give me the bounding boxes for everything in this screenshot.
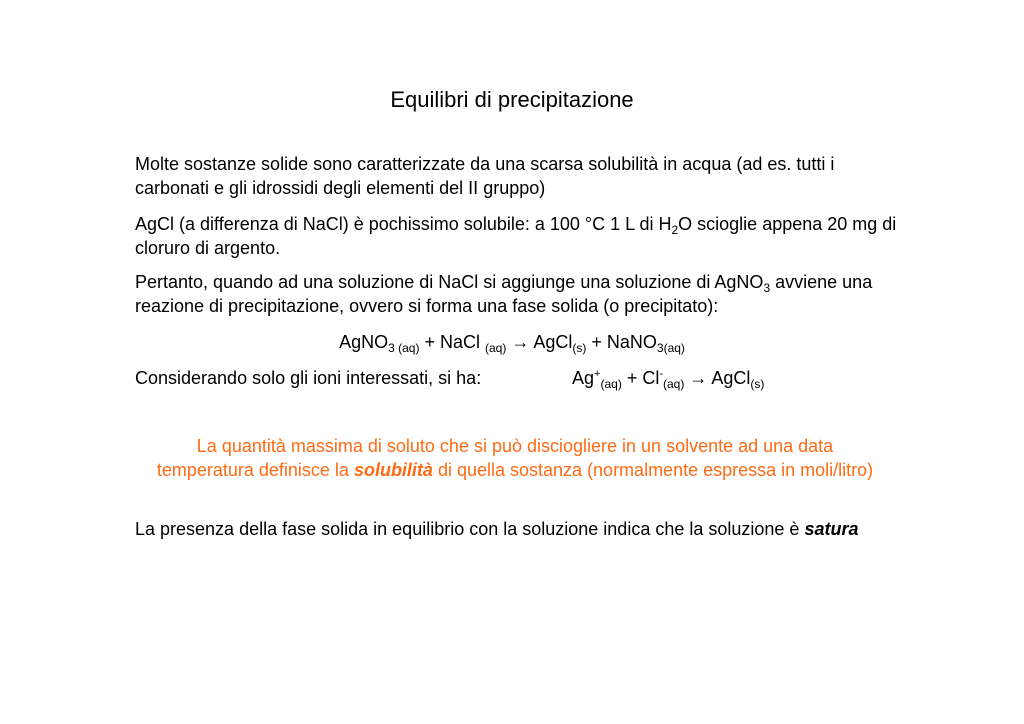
subscript: 2 [671, 223, 679, 237]
paragraph-agcl-solubility [135, 212, 905, 260]
subscript: (aq) [663, 377, 685, 391]
ionic-equation-line [135, 366, 905, 396]
text-segment: La presenza della fase solida in equilibrio con la soluzione indica che la soluzione è [135, 519, 805, 539]
subscript: (aq) [485, 341, 507, 355]
text-segment: La quantità massima di soluto che si può disciogliere in un solvente ad una data temperatura definisce la [156, 436, 834, 480]
text-segment: AgCl (a differenza di NaCl) è pochissimo solubile: a 100 °C 1 L di H [135, 214, 672, 234]
subscript: 3 (aq) [388, 341, 420, 355]
reaction-equation [0, 330, 1024, 354]
subscript: 3 [763, 281, 771, 295]
ionic-equation [572, 366, 764, 390]
product-nano3: + NaNO [586, 332, 657, 352]
ion-ag: Ag [572, 368, 595, 388]
product-agcl: → AgCl [684, 368, 751, 388]
reactant-agno3: AgNO [339, 332, 389, 352]
slide-title: Equilibri di precipitazione [390, 87, 634, 112]
ionic-label: Considerando solo gli ioni interessati, si ha: [135, 368, 482, 388]
emphasis-satura: satura [804, 519, 859, 539]
solubility-definition [150, 434, 880, 482]
ion-cl: + Cl [621, 368, 660, 388]
emphasis-solubilita: solubilità [353, 460, 433, 480]
text-segment: avviene una reazione di precipitazione, ovvero si forma una fase solida (o precipitato): [135, 272, 873, 316]
superscript: + [594, 368, 601, 380]
paragraph-low-solubility: Molte sostanze solide sono caratterizzate da una scarsa solubilità in acqua (ad es. tutti i carbonati e gli idrossidi degli elementi del II gruppo) [135, 154, 835, 198]
subscript: (s) [572, 341, 587, 355]
text-segment: O scioglie appena 20 mg di cloruro di argento. [135, 214, 897, 258]
subscript: (s) [750, 377, 765, 391]
paragraph-precipitation [135, 270, 905, 318]
text-segment: di quella sostanza (normalmente espressa in moli/litro) [432, 460, 874, 480]
subscript: (aq) [600, 377, 622, 391]
subscript: 3(aq) [656, 341, 685, 355]
reactant-nacl: + NaCl [419, 332, 485, 352]
text-segment: Pertanto, quando ad una soluzione di NaCl si aggiunge una soluzione di AgNO [135, 272, 764, 292]
superscript: - [659, 368, 663, 380]
product-agcl: → AgCl [506, 332, 573, 352]
paragraph-saturation [135, 517, 905, 541]
